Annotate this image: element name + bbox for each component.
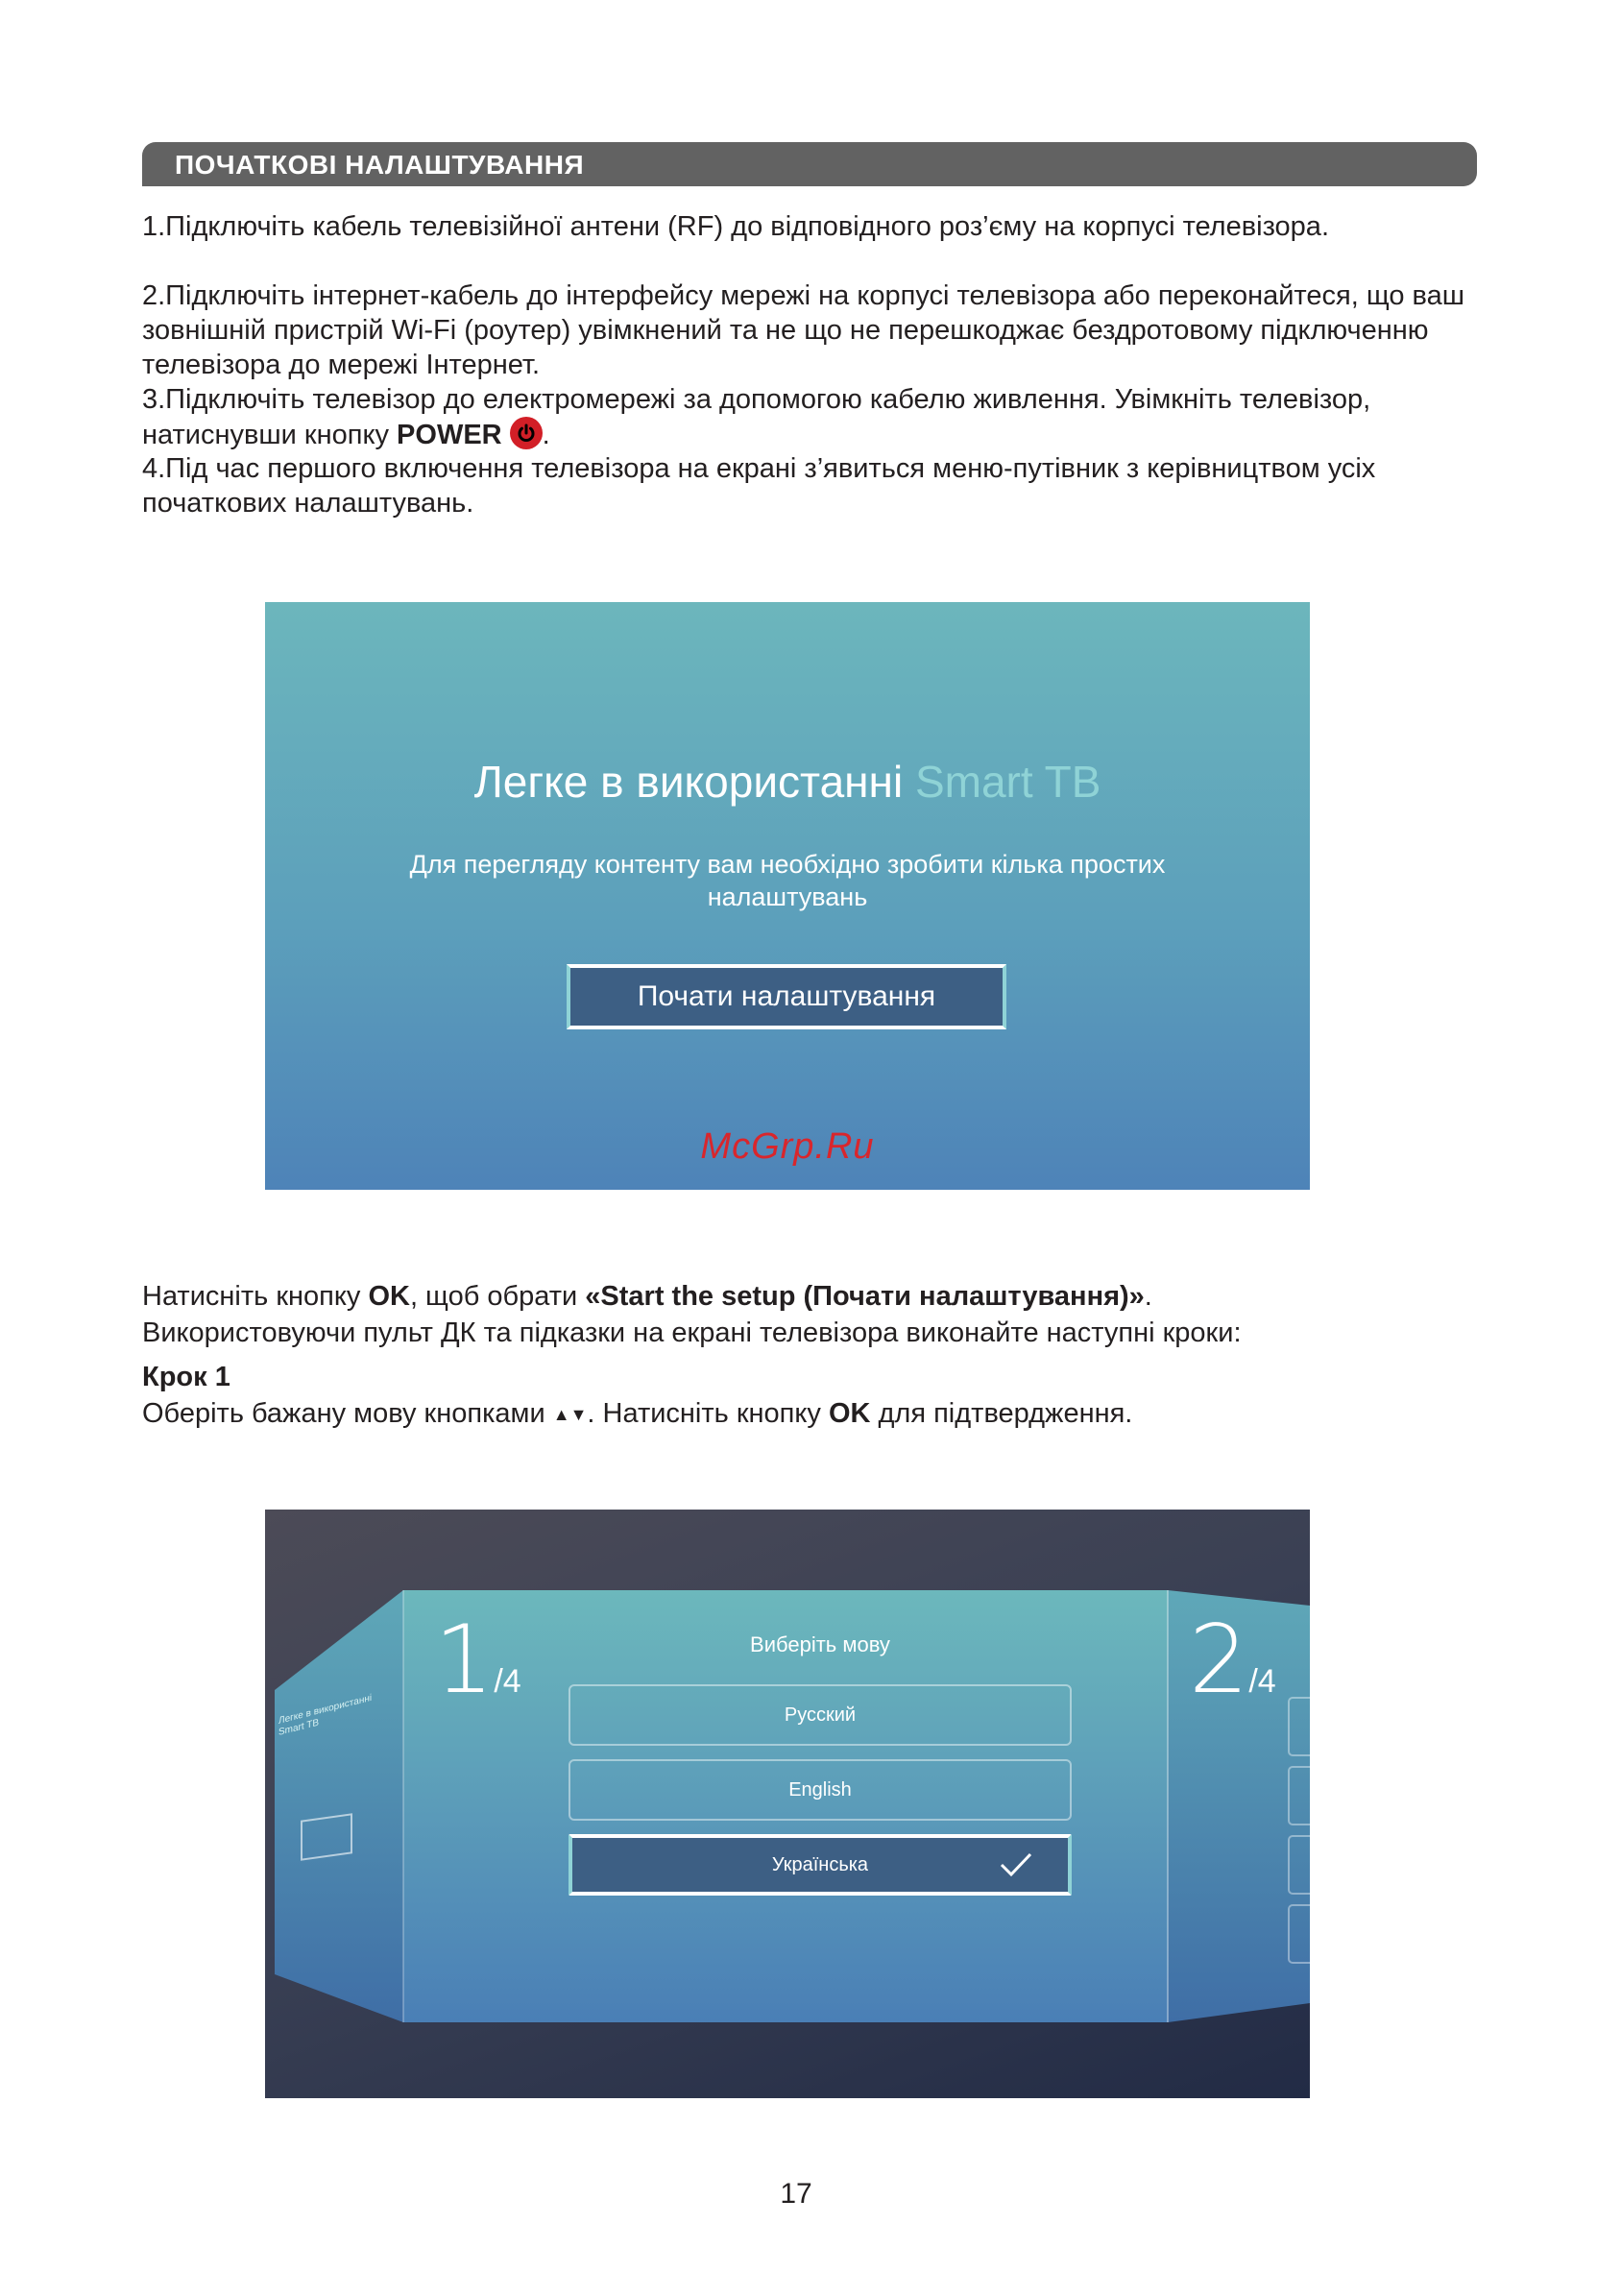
intro-step-3-text: 3.Підключіть телевізор до електромережі за допомогою кабелю живлення. Увімкніть телевізор, натиснувши кнопку	[142, 384, 1371, 450]
intro-step-3	[142, 382, 1487, 452]
language-option-russian[interactable]: Русский	[569, 1684, 1072, 1746]
intro-step-3-end: .	[542, 420, 550, 450]
section-title: ПОЧАТКОВІ НАЛАШТУВАННЯ	[175, 150, 585, 180]
watermark: McGrp.Ru	[700, 1126, 875, 1167]
arrow-keys-icon: ▲▼	[552, 1405, 588, 1424]
step-counter-current: 1/4	[434, 1606, 521, 1715]
language-option-english[interactable]: English	[569, 1759, 1072, 1821]
language-screen-title: Виберіть мову	[750, 1632, 890, 1656]
start-setup-button[interactable]: Почати налаштування	[567, 964, 1006, 1029]
tv-welcome-screen	[265, 602, 1310, 1190]
power-label: POWER	[397, 420, 502, 450]
intro-step-1: 1.Підключіть кабель телевізійної антени (RF) до відповідного роз’єму на корпусі телевізора.	[142, 211, 1329, 242]
instruction-text: для підтвердження.	[878, 1398, 1133, 1429]
instruction-line-3	[142, 1396, 1487, 1432]
welcome-subtitle: Для перегляду контенту вам необхідно зробити кілька простих налаштувань	[409, 850, 1166, 911]
intro-step-4: 4.Під час першого включення телевізора на екрані з’явиться меню-путівник з керівництвом усіх початкових налаштувань.	[142, 453, 1376, 519]
language-option-label: Українська	[771, 1854, 869, 1875]
ok-label: OK	[828, 1398, 871, 1429]
step-counter-next: 2/4	[1189, 1606, 1276, 1715]
step-heading: Крок 1	[142, 1362, 230, 1392]
power-icon	[510, 417, 543, 449]
start-setup-label: «Start the setup (Почати налаштування)»	[585, 1281, 1145, 1312]
instruction-text: .	[1144, 1281, 1152, 1312]
instruction-line-1	[142, 1279, 1487, 1314]
side-panel-title: Легке в використанні Smart TB	[278, 1692, 373, 1738]
welcome-title-main: Легке в використанні	[473, 757, 904, 807]
check-icon	[999, 1851, 1033, 1878]
side-panel-left	[275, 1590, 403, 2022]
ok-label: OK	[368, 1281, 410, 1312]
instruction-line-2: Використовуючи пульт ДК та підказки на екрані телевізора виконайте наступні кроки:	[142, 1317, 1242, 1348]
instruction-text: Оберіть бажану мову кнопками	[142, 1398, 545, 1429]
page-number: 17	[780, 2178, 812, 2210]
section-header-bar	[142, 142, 1477, 186]
tv-language-screen	[265, 1510, 1310, 2098]
intro-step-2: 2.Підключіть інтернет-кабель до інтерфейсу мережі на корпусі телевізора або переконайтеся, що ваш зовнішній пристрій Wi-Fi (роутер) увімкнений та не що не перешкоджає бездротовому підключенню телевізора до мережі Інтернет.	[142, 280, 1465, 380]
welcome-title-accent: Smart TB	[914, 757, 1101, 807]
instruction-text: , щоб обрати	[409, 1281, 578, 1312]
instruction-text: Натисніть кнопку	[142, 1281, 361, 1312]
instruction-text: . Натисніть кнопку	[587, 1398, 821, 1429]
welcome-title	[265, 756, 1310, 808]
language-option-ukrainian[interactable]	[569, 1834, 1072, 1896]
